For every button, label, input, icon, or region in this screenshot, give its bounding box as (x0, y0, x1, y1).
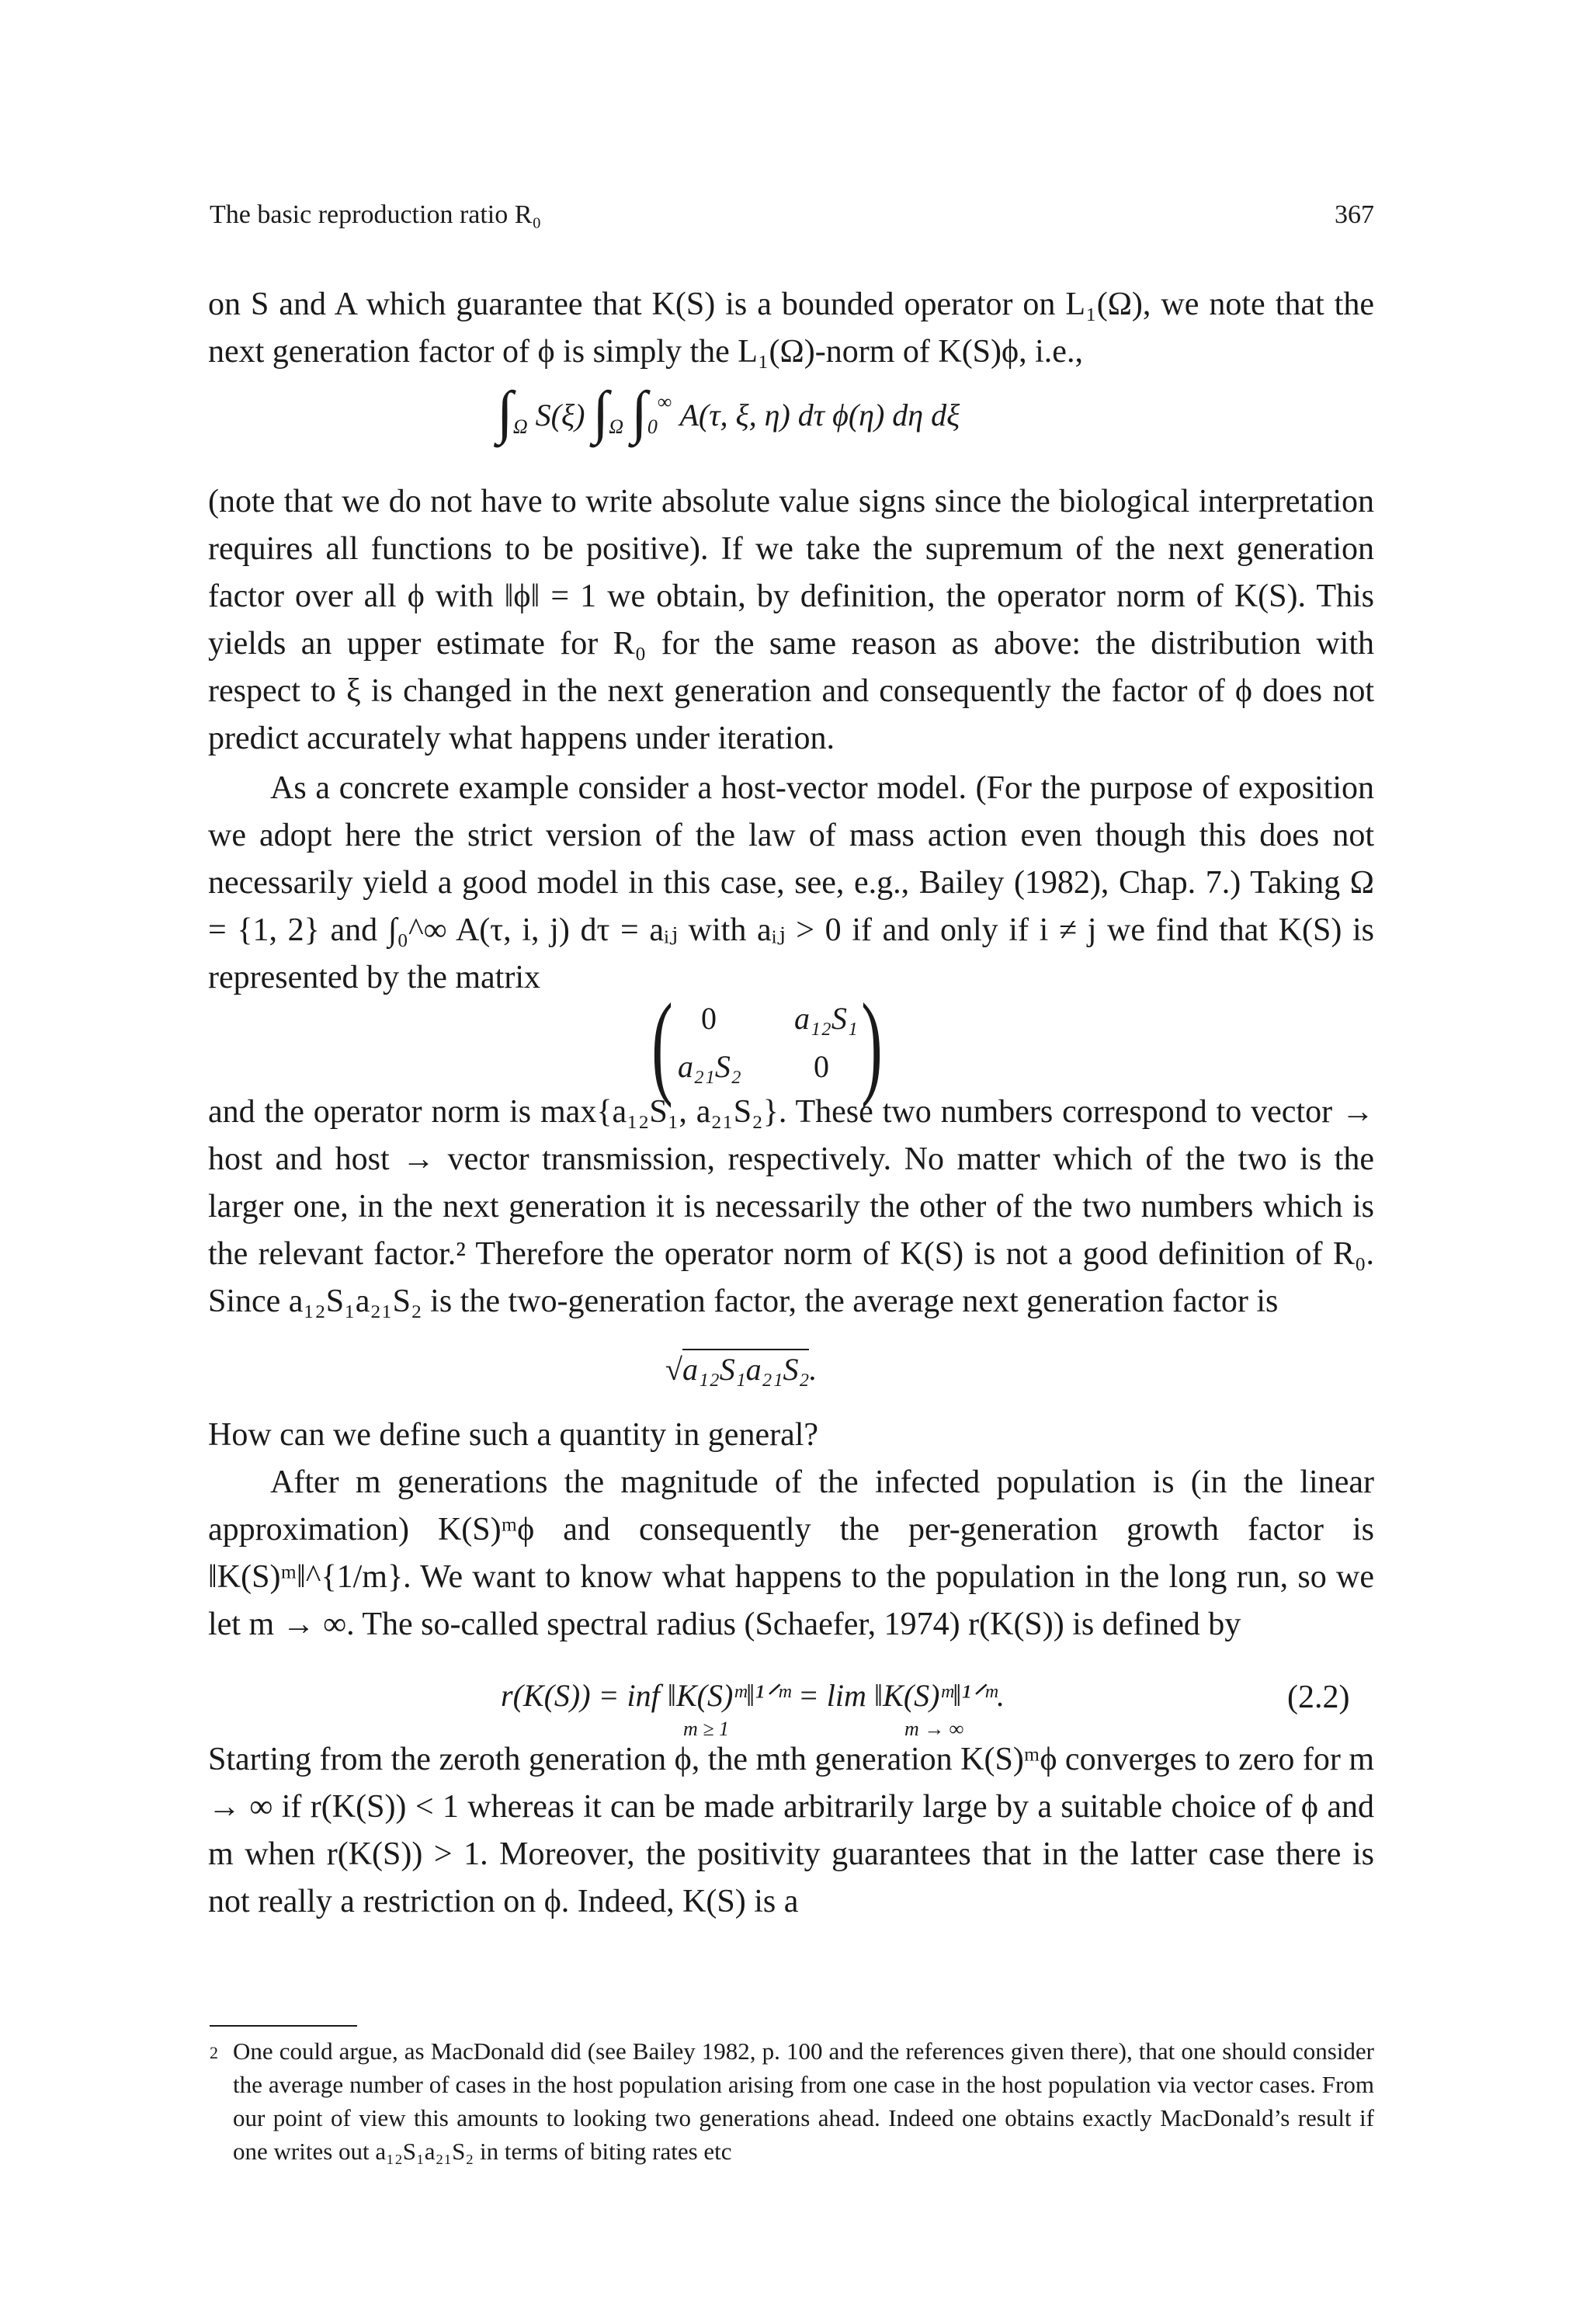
sqrt-expression: √a₁₂S₁a₂₁S₂. (665, 1351, 817, 1388)
lim-subscript: m → ∞ (904, 1718, 964, 1740)
page-number: 367 (1335, 200, 1374, 229)
spectral-equation-body: r(K(S)) = inf ‖K(S)ᵐ‖¹ᐟᵐ = lim ‖K(S)ᵐ‖¹ᐟᵐ. (501, 1678, 1005, 1713)
matrix-K: ( ) 0 a₁₂S₁ a₂₁S₂ 0 (651, 980, 883, 1109)
running-title: The basic reproduction ratio R₀ (210, 200, 542, 229)
footnote-mark: 2 (210, 2043, 218, 2062)
footnote-text: One could argue, as MacDonald did (see Bailey 1982, p. 100 and the references given there), that one should consider the average number of cases in the host population arising from one case in the host population via vector cases. From our point of view this amounts to looking two generations ahead. Indeed one obtains exactly MacDonald’s result if one writes out a₁₂S₁a₂₁S₂ in terms of biting rates etc (233, 2037, 1374, 2165)
paragraph-7: Starting from the zeroth generation ϕ, the mth generation K(S)ᵐϕ converges to zero for m → ∞ if r(K(S)) < 1 whereas it can be made arbitrarily large by a suitable choice of ϕ and m when r(K(S)) > 1. Moreover, the positivity guarantees that in the latter case there is not really a restriction on ϕ. Indeed, K(S) is a (208, 1742, 1375, 1919)
matrix-a22: 0 (814, 1049, 829, 1084)
paragraph-3: As a concrete example consider a host-vector model. (For the purpose of exposition we adopt here the strict version of the law of mass action even though this does not necessarily yield a good model in this case, see, e.g., Bailey (1982), Chap. 7.) Taking Ω = {1, 2} and ∫₀^∞ A(τ, i, j) dτ = aᵢⱼ with aᵢⱼ > 0 if and only if i ≠ j we find that K(S) is represented by the matrix (208, 770, 1374, 995)
inf-subscript: m ≥ 1 (683, 1718, 730, 1740)
integral-body: A(τ, ξ, η) dτ ϕ(η) dη dξ (679, 398, 960, 432)
paragraph-5: How can we define such a quantity in general? (208, 1417, 819, 1453)
spectral-radius-equation (501, 1677, 1005, 1714)
paragraph-6: After m generations the magnitude of the infected population is (in the linear approximation) K(S)ᵐϕ and consequently the per-generation growth factor is ‖K(S)ᵐ‖^{1/m}. We want to know what happens to the population in the long run, so we let m → ∞. The so-called spectral radius (Schaefer, 1974) r(K(S)) is defined by (208, 1464, 1374, 1642)
integral-domain-2: Ω (609, 415, 624, 438)
paragraph-2: (note that we do not have to write absolute value signs since the biological interpretation requires all functions to be positive). If we take the supremum of the next generation factor over all ϕ with ‖ϕ‖ = 1 we obtain, by definition, the operator norm of K(S). This yields an upper estimate for R₀ for the same reason as above: the distribution with respect to ξ is changed in the next generation and consequently the factor of ϕ does not predict accurately what happens under iteration. (208, 484, 1374, 756)
matrix-a11: 0 (701, 1001, 717, 1036)
footnote-rule (210, 2025, 357, 2027)
integral-equation: $\int_\Omega$ S(ξ) $\int_\Omega$ $\int_0^\infty$ A(τ, ξ, η) dτ ϕ(η) dη dξ (497, 380, 960, 445)
equation-number: (2.2) (1287, 1680, 1350, 1715)
paragraph-1: on S and A which guarantee that K(S) is a bounded operator on L₁(Ω), we note that the next generation factor of ϕ is simply the L₁(Ω)-norm of K(S)ϕ, i.e., (208, 287, 1374, 370)
integral-S-term: S(ξ) (535, 398, 585, 432)
sqrt-radicand: a₁₂S₁a₂₁S₂ (682, 1349, 809, 1387)
integral-upper-limit: ∞ (657, 391, 672, 413)
footnote (210, 2034, 1374, 2168)
sqrt-tail: . (809, 1352, 818, 1387)
integral-domain-1: Ω (512, 415, 528, 438)
matrix-a12: a₁₂S₁ (794, 1001, 858, 1036)
running-header (210, 200, 1374, 230)
paragraph-4: and the operator norm is max{a₁₂S₁, a₂₁S₂}. These two numbers correspond to vector → host and host → vector transmission, respectively. No matter which of the two is the larger one, in the next generation it is necessarily the other of the two numbers which is the relevant factor.² Therefore the operator norm of K(S) is not a good definition of R₀. Since a₁₂S₁a₂₁S₂ is the two-generation factor, the average next generation factor is (208, 1094, 1374, 1319)
matrix-a21: a₂₁S₂ (678, 1049, 741, 1084)
integral-lower-limit: 0 (647, 415, 658, 438)
